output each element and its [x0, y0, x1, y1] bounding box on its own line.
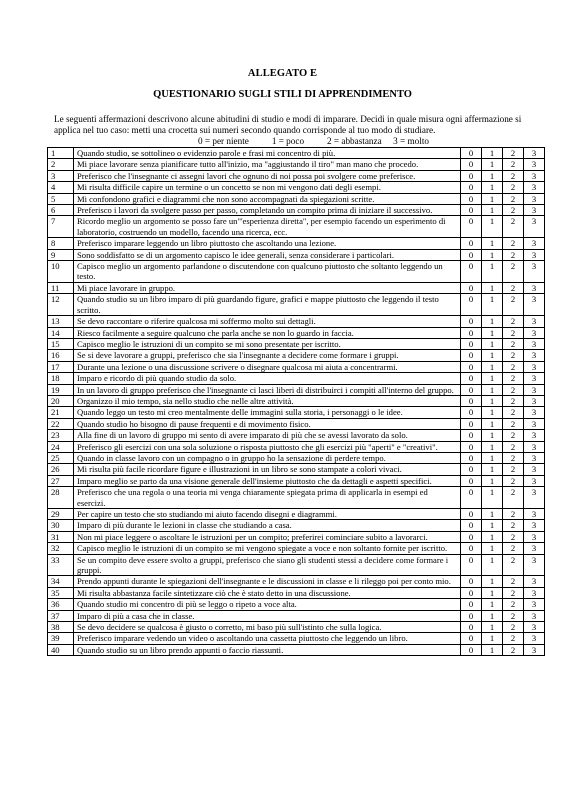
- score-option-2[interactable]: 2: [503, 520, 524, 531]
- score-option-0[interactable]: 0: [461, 373, 482, 384]
- score-option-2[interactable]: 2: [503, 395, 524, 406]
- score-option-1[interactable]: 1: [482, 182, 503, 193]
- score-option-1[interactable]: 1: [482, 238, 503, 249]
- score-option-3[interactable]: 3: [524, 622, 545, 633]
- score-option-2[interactable]: 2: [503, 430, 524, 441]
- score-option-0[interactable]: 0: [461, 395, 482, 406]
- table-row: [48, 205, 545, 216]
- item-statement: Se devo decidere se qualcosa è giusto o corretto, mi baso più sull'istinto che sulla logica.: [74, 622, 461, 633]
- item-statement: Organizzo il mio tempo, sia nello studio che nelle altre attività.: [74, 395, 461, 406]
- score-option-1[interactable]: 1: [482, 610, 503, 621]
- score-option-2[interactable]: 2: [503, 587, 524, 598]
- score-option-2[interactable]: 2: [503, 384, 524, 395]
- score-option-1[interactable]: 1: [482, 441, 503, 452]
- score-option-0[interactable]: 0: [461, 327, 482, 338]
- score-option-2[interactable]: 2: [503, 487, 524, 509]
- score-option-2[interactable]: 2: [503, 554, 524, 576]
- score-option-2[interactable]: 2: [503, 294, 524, 316]
- table-row: [48, 170, 545, 181]
- item-statement: Quando in classe lavoro con un compagno o in gruppo ho la sensazione di perdere tempo.: [74, 452, 461, 463]
- item-number: 14: [48, 327, 74, 338]
- score-option-0[interactable]: 0: [461, 384, 482, 395]
- table-row: [48, 282, 545, 293]
- score-option-3[interactable]: 3: [524, 644, 545, 655]
- score-option-1[interactable]: 1: [482, 205, 503, 216]
- item-statement: Quando studio su un libro prendo appunti o faccio riassunti.: [74, 644, 461, 655]
- item-statement: Imparo di più a casa che in classe.: [74, 610, 461, 621]
- table-row: [48, 430, 545, 441]
- item-number: 6: [48, 205, 74, 216]
- questionnaire-table: [47, 147, 545, 656]
- item-statement: Non mi piace leggere o ascoltare le istruzioni per un compito; preferirei cominciare subito a lavorarci.: [74, 531, 461, 542]
- item-statement: Alla fine di un lavoro di gruppo mi sento di avere imparato di più che se avessi lavorato da solo.: [74, 430, 461, 441]
- item-number: 24: [48, 441, 74, 452]
- item-statement: Preferisco che una regola o una teoria mi venga chiaramente spiegata prima di applicarla in esempi ed esercizi.: [74, 487, 461, 509]
- score-option-3[interactable]: 3: [524, 543, 545, 554]
- score-option-2[interactable]: 2: [503, 327, 524, 338]
- score-option-3[interactable]: 3: [524, 554, 545, 576]
- table-row: [48, 193, 545, 204]
- item-number: 38: [48, 622, 74, 633]
- item-statement: Quando studio mi concentro di più se leggo o ripeto a voce alta.: [74, 599, 461, 610]
- score-option-3[interactable]: 3: [524, 361, 545, 372]
- allegato-heading: ALLEGATO E: [247, 68, 318, 79]
- score-option-1[interactable]: 1: [482, 452, 503, 463]
- table-row: [48, 622, 545, 633]
- score-option-1[interactable]: 1: [482, 418, 503, 429]
- score-option-0[interactable]: 0: [461, 464, 482, 475]
- item-statement: Preferisco imparare leggendo un libro piuttosto che ascoltando una lezione.: [74, 238, 461, 249]
- score-option-2[interactable]: 2: [503, 610, 524, 621]
- score-option-3[interactable]: 3: [524, 316, 545, 327]
- score-option-0[interactable]: 0: [461, 182, 482, 193]
- score-option-3[interactable]: 3: [524, 238, 545, 249]
- table-row: [48, 316, 545, 327]
- score-option-2[interactable]: 2: [503, 633, 524, 644]
- score-option-1[interactable]: 1: [482, 350, 503, 361]
- score-option-2[interactable]: 2: [503, 407, 524, 418]
- item-statement: Preferisco che l'insegnante ci assegni lavori che ognuno di noi possa poi svolgere come preferisce.: [74, 170, 461, 181]
- scale-legend: 0 = per niente 1 = poco 2 = abbastanza 3 = molto: [198, 136, 429, 146]
- score-option-0[interactable]: 0: [461, 531, 482, 542]
- score-option-1[interactable]: 1: [482, 487, 503, 509]
- table-row: [48, 452, 545, 463]
- item-statement: In un lavoro di gruppo preferisco che l'insegnante ci lasci liberi di distribuirci i compiti all'interno del gruppo.: [74, 384, 461, 395]
- score-option-1[interactable]: 1: [482, 599, 503, 610]
- item-statement: Capisco meglio le istruzioni di un compito se mi sono presentate per iscritto.: [74, 338, 461, 349]
- score-option-3[interactable]: 3: [524, 610, 545, 621]
- score-option-1[interactable]: 1: [482, 554, 503, 576]
- score-option-2[interactable]: 2: [503, 316, 524, 327]
- score-option-2[interactable]: 2: [503, 159, 524, 170]
- score-option-3[interactable]: 3: [524, 487, 545, 509]
- score-option-0[interactable]: 0: [461, 543, 482, 554]
- table-row: [48, 216, 545, 238]
- score-option-1[interactable]: 1: [482, 622, 503, 633]
- score-option-0[interactable]: 0: [461, 475, 482, 486]
- score-option-3[interactable]: 3: [524, 327, 545, 338]
- score-option-3[interactable]: 3: [524, 373, 545, 384]
- score-option-1[interactable]: 1: [482, 576, 503, 587]
- table-row: [48, 395, 545, 406]
- table-row: [48, 543, 545, 554]
- score-option-2[interactable]: 2: [503, 441, 524, 452]
- table-row: [48, 599, 545, 610]
- item-number: 20: [48, 395, 74, 406]
- score-option-3[interactable]: 3: [524, 170, 545, 181]
- score-option-2[interactable]: 2: [503, 205, 524, 216]
- score-option-1[interactable]: 1: [482, 193, 503, 204]
- score-option-0[interactable]: 0: [461, 316, 482, 327]
- score-option-3[interactable]: 3: [524, 475, 545, 486]
- score-option-1[interactable]: 1: [482, 543, 503, 554]
- item-number: 32: [48, 543, 74, 554]
- score-option-1[interactable]: 1: [482, 327, 503, 338]
- table-row: [48, 148, 545, 159]
- table-row: [48, 475, 545, 486]
- item-statement: Per capire un testo che sto studiando mi aiuto facendo disegni e diagrammi.: [74, 509, 461, 520]
- item-number: 17: [48, 361, 74, 372]
- score-option-1[interactable]: 1: [482, 430, 503, 441]
- score-option-3[interactable]: 3: [524, 159, 545, 170]
- score-option-0[interactable]: 0: [461, 249, 482, 260]
- table-row: [48, 261, 545, 283]
- score-option-3[interactable]: 3: [524, 441, 545, 452]
- item-number: 40: [48, 644, 74, 655]
- item-statement: Ricordo meglio un argomento se posso fare un"'esperienza diretta", per esempio facendo un esperimento di laboratorio, costruendo un modello, facendo una ricerca, ecc.: [74, 216, 461, 238]
- score-option-3[interactable]: 3: [524, 531, 545, 542]
- score-option-3[interactable]: 3: [524, 216, 545, 238]
- score-option-3[interactable]: 3: [524, 633, 545, 644]
- page-title: QUESTIONARIO SUGLI STILI DI APPRENDIMENTO: [153, 89, 412, 100]
- item-number: 10: [48, 261, 74, 283]
- item-number: 22: [48, 418, 74, 429]
- score-option-3[interactable]: 3: [524, 407, 545, 418]
- score-option-0[interactable]: 0: [461, 148, 482, 159]
- score-option-0[interactable]: 0: [461, 622, 482, 633]
- score-option-1[interactable]: 1: [482, 170, 503, 181]
- score-option-1[interactable]: 1: [482, 509, 503, 520]
- table-row: [48, 384, 545, 395]
- item-statement: Quando studio, se sottolineo o evidenzio parole e frasi mi concentro di più.: [74, 148, 461, 159]
- item-number: 7: [48, 216, 74, 238]
- score-option-2[interactable]: 2: [503, 350, 524, 361]
- item-number: 12: [48, 294, 74, 316]
- item-number: 29: [48, 509, 74, 520]
- score-option-0[interactable]: 0: [461, 487, 482, 509]
- score-option-1[interactable]: 1: [482, 407, 503, 418]
- item-number: 3: [48, 170, 74, 181]
- table-row: [48, 338, 545, 349]
- item-number: 2: [48, 159, 74, 170]
- score-option-1[interactable]: 1: [482, 249, 503, 260]
- score-option-3[interactable]: 3: [524, 261, 545, 283]
- item-number: 19: [48, 384, 74, 395]
- table-row: [48, 294, 545, 316]
- score-option-0[interactable]: 0: [461, 633, 482, 644]
- score-option-2[interactable]: 2: [503, 170, 524, 181]
- score-option-2[interactable]: 2: [503, 599, 524, 610]
- item-statement: Riesco facilmente a seguire qualcuno che parla anche se non lo guardo in faccia.: [74, 327, 461, 338]
- score-option-0[interactable]: 0: [461, 441, 482, 452]
- item-number: 9: [48, 249, 74, 260]
- table-row: [48, 520, 545, 531]
- table-row: [48, 531, 545, 542]
- score-option-0[interactable]: 0: [461, 238, 482, 249]
- score-option-1[interactable]: 1: [482, 475, 503, 486]
- score-option-0[interactable]: 0: [461, 576, 482, 587]
- score-option-2[interactable]: 2: [503, 418, 524, 429]
- item-statement: Preferisco gli esercizi con una sola soluzione o risposta piuttosto che gli esercizi più "aperti" e "creativi".: [74, 441, 461, 452]
- score-option-2[interactable]: 2: [503, 452, 524, 463]
- item-statement: Prendo appunti durante le spiegazioni dell'insegnante e le discussioni in classe e li rileggo poi per conto mio.: [74, 576, 461, 587]
- table-row: [48, 576, 545, 587]
- score-option-2[interactable]: 2: [503, 338, 524, 349]
- score-option-1[interactable]: 1: [482, 261, 503, 283]
- score-option-0[interactable]: 0: [461, 418, 482, 429]
- score-option-3[interactable]: 3: [524, 599, 545, 610]
- score-option-0[interactable]: 0: [461, 430, 482, 441]
- item-number: 15: [48, 338, 74, 349]
- table-row: [48, 350, 545, 361]
- score-option-3[interactable]: 3: [524, 509, 545, 520]
- score-option-2[interactable]: 2: [503, 361, 524, 372]
- item-statement: Quando leggo un testo mi creo mentalmente delle immagini sulla storia, i personaggi o le idee.: [74, 407, 461, 418]
- item-statement: Imparo di più durante le lezioni in classe che studiando a casa.: [74, 520, 461, 531]
- score-option-0[interactable]: 0: [461, 599, 482, 610]
- score-option-1[interactable]: 1: [482, 294, 503, 316]
- score-option-1[interactable]: 1: [482, 361, 503, 372]
- item-number: 36: [48, 599, 74, 610]
- score-option-1[interactable]: 1: [482, 216, 503, 238]
- table-row: [48, 487, 545, 509]
- score-option-3[interactable]: 3: [524, 418, 545, 429]
- score-option-0[interactable]: 0: [461, 193, 482, 204]
- item-number: 5: [48, 193, 74, 204]
- score-option-2[interactable]: 2: [503, 216, 524, 238]
- item-statement: Capisco meglio un argomento parlandone o discutendone con qualcuno piuttosto che soltanto leggendo un testo.: [74, 261, 461, 283]
- item-statement: Mi risulta più facile ricordare figure e illustrazioni in un libro se sono stampate a colori vivaci.: [74, 464, 461, 475]
- table-row: [48, 633, 545, 644]
- score-option-0[interactable]: 0: [461, 587, 482, 598]
- score-option-2[interactable]: 2: [503, 238, 524, 249]
- score-option-3[interactable]: 3: [524, 182, 545, 193]
- score-option-0[interactable]: 0: [461, 644, 482, 655]
- table-row: [48, 464, 545, 475]
- score-option-3[interactable]: 3: [524, 282, 545, 293]
- score-option-2[interactable]: 2: [503, 464, 524, 475]
- score-option-2[interactable]: 2: [503, 576, 524, 587]
- score-option-3[interactable]: 3: [524, 205, 545, 216]
- item-number: 27: [48, 475, 74, 486]
- score-option-2[interactable]: 2: [503, 475, 524, 486]
- score-option-3[interactable]: 3: [524, 430, 545, 441]
- item-statement: Imparo e ricordo di più quando studio da solo.: [74, 373, 461, 384]
- score-option-1[interactable]: 1: [482, 644, 503, 655]
- item-number: 1: [48, 148, 74, 159]
- score-option-2[interactable]: 2: [503, 509, 524, 520]
- score-option-3[interactable]: 3: [524, 464, 545, 475]
- table-row: [48, 373, 545, 384]
- item-number: 11: [48, 282, 74, 293]
- score-option-2[interactable]: 2: [503, 282, 524, 293]
- score-option-0[interactable]: 0: [461, 294, 482, 316]
- score-option-0[interactable]: 0: [461, 205, 482, 216]
- score-option-2[interactable]: 2: [503, 193, 524, 204]
- score-option-3[interactable]: 3: [524, 395, 545, 406]
- item-number: 39: [48, 633, 74, 644]
- score-option-0[interactable]: 0: [461, 407, 482, 418]
- score-option-3[interactable]: 3: [524, 384, 545, 395]
- item-number: 23: [48, 430, 74, 441]
- table-row: [48, 610, 545, 621]
- item-number: 37: [48, 610, 74, 621]
- table-row: [48, 407, 545, 418]
- item-statement: Imparo meglio se parto da una visione generale dell'insieme piuttosto che da dettagli e aspetti specifici.: [74, 475, 461, 486]
- score-option-0[interactable]: 0: [461, 452, 482, 463]
- score-option-0[interactable]: 0: [461, 350, 482, 361]
- score-option-1[interactable]: 1: [482, 395, 503, 406]
- score-option-1[interactable]: 1: [482, 338, 503, 349]
- score-option-0[interactable]: 0: [461, 610, 482, 621]
- item-number: 33: [48, 554, 74, 576]
- item-statement: Se devo raccontare o riferire qualcosa mi soffermo molto sui dettagli.: [74, 316, 461, 327]
- item-number: 34: [48, 576, 74, 587]
- score-option-3[interactable]: 3: [524, 249, 545, 260]
- item-statement: Quando studio ho bisogno di pause frequenti e di movimento fisico.: [74, 418, 461, 429]
- score-option-0[interactable]: 0: [461, 159, 482, 170]
- score-option-3[interactable]: 3: [524, 193, 545, 204]
- score-option-3[interactable]: 3: [524, 576, 545, 587]
- item-statement: Mi piace lavorare in gruppo.: [74, 282, 461, 293]
- item-statement: Quando studio su un libro imparo di più guardando figure, grafici e mappe piuttosto che leggendo il testo scritto.: [74, 294, 461, 316]
- score-option-1[interactable]: 1: [482, 587, 503, 598]
- score-option-2[interactable]: 2: [503, 543, 524, 554]
- score-option-0[interactable]: 0: [461, 338, 482, 349]
- table-row: [48, 418, 545, 429]
- score-option-0[interactable]: 0: [461, 216, 482, 238]
- item-number: 13: [48, 316, 74, 327]
- score-option-2[interactable]: 2: [503, 622, 524, 633]
- item-statement: Mi risulta difficile capire un termine o un concetto se non mi vengono dati degli esempi.: [74, 182, 461, 193]
- table-row: [48, 554, 545, 576]
- item-number: 35: [48, 587, 74, 598]
- item-number: 16: [48, 350, 74, 361]
- score-option-0[interactable]: 0: [461, 170, 482, 181]
- item-statement: Se un compito deve essere svolto a gruppi, preferisco che siano gli studenti stessi a decidere come formare i gruppi.: [74, 554, 461, 576]
- score-option-0[interactable]: 0: [461, 520, 482, 531]
- score-option-3[interactable]: 3: [524, 350, 545, 361]
- item-number: 28: [48, 487, 74, 509]
- item-number: 25: [48, 452, 74, 463]
- score-option-3[interactable]: 3: [524, 148, 545, 159]
- score-option-0[interactable]: 0: [461, 261, 482, 283]
- score-option-1[interactable]: 1: [482, 148, 503, 159]
- score-option-0[interactable]: 0: [461, 282, 482, 293]
- score-option-3[interactable]: 3: [524, 587, 545, 598]
- score-option-2[interactable]: 2: [503, 261, 524, 283]
- score-option-1[interactable]: 1: [482, 520, 503, 531]
- score-option-2[interactable]: 2: [503, 148, 524, 159]
- score-option-2[interactable]: 2: [503, 644, 524, 655]
- table-row: [48, 249, 545, 260]
- item-number: 4: [48, 182, 74, 193]
- score-option-3[interactable]: 3: [524, 452, 545, 463]
- score-option-3[interactable]: 3: [524, 294, 545, 316]
- table-row: [48, 182, 545, 193]
- score-option-1[interactable]: 1: [482, 464, 503, 475]
- score-option-2[interactable]: 2: [503, 182, 524, 193]
- table-row: [48, 587, 545, 598]
- item-number: 31: [48, 531, 74, 542]
- score-option-1[interactable]: 1: [482, 159, 503, 170]
- item-statement: Mi confondono grafici e diagrammi che non sono accompagnati da spiegazioni scritte.: [74, 193, 461, 204]
- table-row: [48, 509, 545, 520]
- item-statement: Mi risulta abbastanza facile sintetizzare ciò che è stato detto in una discussione.: [74, 587, 461, 598]
- score-option-0[interactable]: 0: [461, 554, 482, 576]
- table-row: [48, 159, 545, 170]
- table-row: [48, 327, 545, 338]
- item-number: 30: [48, 520, 74, 531]
- item-statement: Capisco meglio le istruzioni di un compito se mi vengono spiegate a voce e non soltanto fornite per iscritto.: [74, 543, 461, 554]
- score-option-2[interactable]: 2: [503, 531, 524, 542]
- table-row: [48, 238, 545, 249]
- item-statement: Preferisco i lavori da svolgere passo per passo, completando un compito prima di iniziare il successivo.: [74, 205, 461, 216]
- item-statement: Sono soddisfatto se di un argomento capisco le idee generali, senza considerare i particolari.: [74, 249, 461, 260]
- item-statement: Se si deve lavorare a gruppi, preferisco che sia l'insegnante a decidere come formare i gruppi.: [74, 350, 461, 361]
- item-number: 18: [48, 373, 74, 384]
- score-option-0[interactable]: 0: [461, 509, 482, 520]
- score-option-1[interactable]: 1: [482, 373, 503, 384]
- item-number: 26: [48, 464, 74, 475]
- item-statement: Preferisco imparare vedendo un video o ascoltando una cassetta piuttosto che leggendo un libro.: [74, 633, 461, 644]
- score-option-1[interactable]: 1: [482, 384, 503, 395]
- intro-paragraph: Le seguenti affermazioni descrivono alcune abitudini di studio e modi di imparare. Decidi in quale misura ogni affermazione si applica nel tuo caso: metti una crocetta sui numeri secondo quando corrisponde al tuo modo di studiare.: [54, 114, 522, 135]
- score-option-1[interactable]: 1: [482, 531, 503, 542]
- item-statement: Mi piace lavorare senza pianificare tutto all'inizio, ma "aggiustando il tiro" man mano che procedo.: [74, 159, 461, 170]
- table-row: [48, 644, 545, 655]
- table-row: [48, 441, 545, 452]
- score-option-1[interactable]: 1: [482, 282, 503, 293]
- score-option-2[interactable]: 2: [503, 249, 524, 260]
- score-option-3[interactable]: 3: [524, 520, 545, 531]
- table-row: [48, 361, 545, 372]
- score-option-0[interactable]: 0: [461, 361, 482, 372]
- item-statement: Durante una lezione o una discussione scrivere o disegnare qualcosa mi aiuta a concentrarmi.: [74, 361, 461, 372]
- score-option-3[interactable]: 3: [524, 338, 545, 349]
- score-option-1[interactable]: 1: [482, 316, 503, 327]
- score-option-2[interactable]: 2: [503, 373, 524, 384]
- item-number: 8: [48, 238, 74, 249]
- item-number: 21: [48, 407, 74, 418]
- score-option-1[interactable]: 1: [482, 633, 503, 644]
